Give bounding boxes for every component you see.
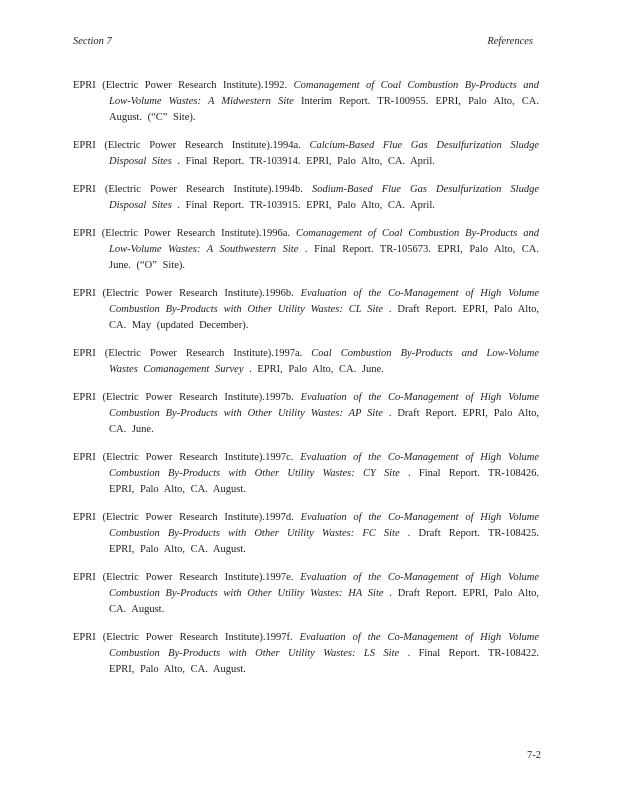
reference-title: Evaluation of the Co-Management of High Volume Combustion By-Products with Other Utility Wastes: FC Site bbox=[109, 512, 540, 539]
reference-author: EPRI (Electric Power Research Institute). bbox=[73, 348, 274, 359]
reference-entry bbox=[73, 226, 539, 274]
reference-author: EPRI (Electric Power Research Institute). bbox=[73, 512, 265, 523]
reference-entry bbox=[73, 570, 539, 618]
reference-entry bbox=[73, 630, 539, 678]
reference-details: . Draft Report. EPRI, Palo Alto, CA. May (updated December). bbox=[109, 304, 539, 331]
reference-author: EPRI (Electric Power Research Institute). bbox=[73, 140, 273, 151]
reference-entry bbox=[73, 510, 539, 558]
reference-details: . Final Report. TR-103914. EPRI, Palo Alto, CA. April. bbox=[177, 156, 435, 167]
reference-entry bbox=[73, 390, 539, 438]
reference-author: EPRI (Electric Power Research Institute). bbox=[73, 288, 265, 299]
reference-author: EPRI (Electric Power Research Institute). bbox=[73, 184, 275, 195]
reference-title: Evaluation of the Co-Management of High Volume Combustion By-Products with Other Utility Wastes: LS Site bbox=[109, 632, 540, 659]
reference-entry bbox=[73, 286, 539, 334]
reference-author: EPRI (Electric Power Research Institute). bbox=[73, 228, 262, 239]
reference-title: Evaluation of the Co-Management of High Volume Combustion By-Products with Other Utility Wastes: CY Site bbox=[109, 452, 540, 479]
reference-year: 1997c. bbox=[265, 452, 294, 463]
reference-title: Comanagement of Coal Combustion By-Products and Low-Volume Wastes: A Southwestern Site bbox=[109, 228, 540, 255]
reference-year: 1997d. bbox=[264, 512, 294, 523]
reference-author: EPRI (Electric Power Research Institute). bbox=[73, 632, 266, 643]
reference-details: . EPRI, Palo Alto, CA. June. bbox=[249, 364, 384, 375]
reference-title: Evaluation of the Co-Management of High Volume Combustion By-Products with Other Utility Wastes: AP Site bbox=[109, 392, 540, 419]
reference-title: Calcium-Based Flue Gas Desulfurization Sludge Disposal Sites bbox=[109, 140, 539, 167]
reference-entry bbox=[73, 138, 539, 170]
reference-details: . Final Report. TR-103915. EPRI, Palo Alto, CA. April. bbox=[177, 200, 435, 211]
reference-details: . Final Report. TR-108422. EPRI, Palo Alto, CA. August. bbox=[109, 648, 540, 675]
reference-entry bbox=[73, 182, 539, 214]
reference-details: . Draft Report. EPRI, Palo Alto, CA. August. bbox=[109, 588, 539, 615]
reference-author: EPRI (Electric Power Research Institute). bbox=[73, 80, 264, 91]
reference-title: Sodium-Based Flue Gas Desulfurization Sludge Disposal Sites bbox=[109, 184, 540, 211]
section-header: Section 7 bbox=[73, 36, 112, 47]
reference-year: 1996b. bbox=[264, 288, 294, 299]
reference-author: EPRI (Electric Power Research Institute). bbox=[73, 392, 265, 403]
reference-title: Evaluation of the Co-Management of High Volume Combustion By-Products with Other Utility Wastes: CL Site bbox=[109, 288, 540, 315]
reference-title: Coal Combustion By-Products and Low-Volume Wastes Comanagement Survey bbox=[109, 348, 540, 375]
reference-year: 1996a. bbox=[261, 228, 290, 239]
reference-year: 1997e. bbox=[265, 572, 294, 583]
reference-year: 1994b. bbox=[274, 184, 303, 195]
reference-author: EPRI (Electric Power Research Institute). bbox=[73, 572, 266, 583]
reference-year: 1992. bbox=[263, 80, 288, 91]
page-number: 7-2 bbox=[527, 750, 541, 761]
reference-details: . Draft Report. TR-108425. EPRI, Palo Alto, CA. August. bbox=[109, 528, 539, 555]
reference-entry bbox=[73, 346, 539, 378]
reference-details: . Draft Report. EPRI, Palo Alto, CA. June. bbox=[109, 408, 539, 435]
chapter-title: References bbox=[487, 36, 533, 47]
reference-details: Interim Report. TR-100955. EPRI, Palo Alto, CA. August. (“C” Site). bbox=[109, 96, 540, 123]
reference-title: Evaluation of the Co-Management of High Volume Combustion By-Products with Other Utility Wastes: HA Site bbox=[109, 572, 540, 599]
reference-title: Comanagement of Coal Combustion By-Products and Low-Volume Wastes: A Midwestern Site bbox=[109, 80, 539, 107]
reference-year: 1997f. bbox=[265, 632, 293, 643]
reference-entry bbox=[73, 78, 539, 126]
reference-entry bbox=[73, 450, 539, 498]
reference-year: 1994a. bbox=[272, 140, 301, 151]
reference-author: EPRI (Electric Power Research Institute). bbox=[73, 452, 266, 463]
reference-year: 1997b. bbox=[264, 392, 294, 403]
reference-year: 1997a. bbox=[273, 348, 303, 359]
reference-details: . Final Report. TR-108426. EPRI, Palo Alto, CA. August. bbox=[109, 468, 540, 495]
reference-details: . Final Report. TR-105673. EPRI, Palo Alto, CA. June. (“O” Site). bbox=[109, 244, 540, 271]
reference-list bbox=[73, 78, 539, 678]
